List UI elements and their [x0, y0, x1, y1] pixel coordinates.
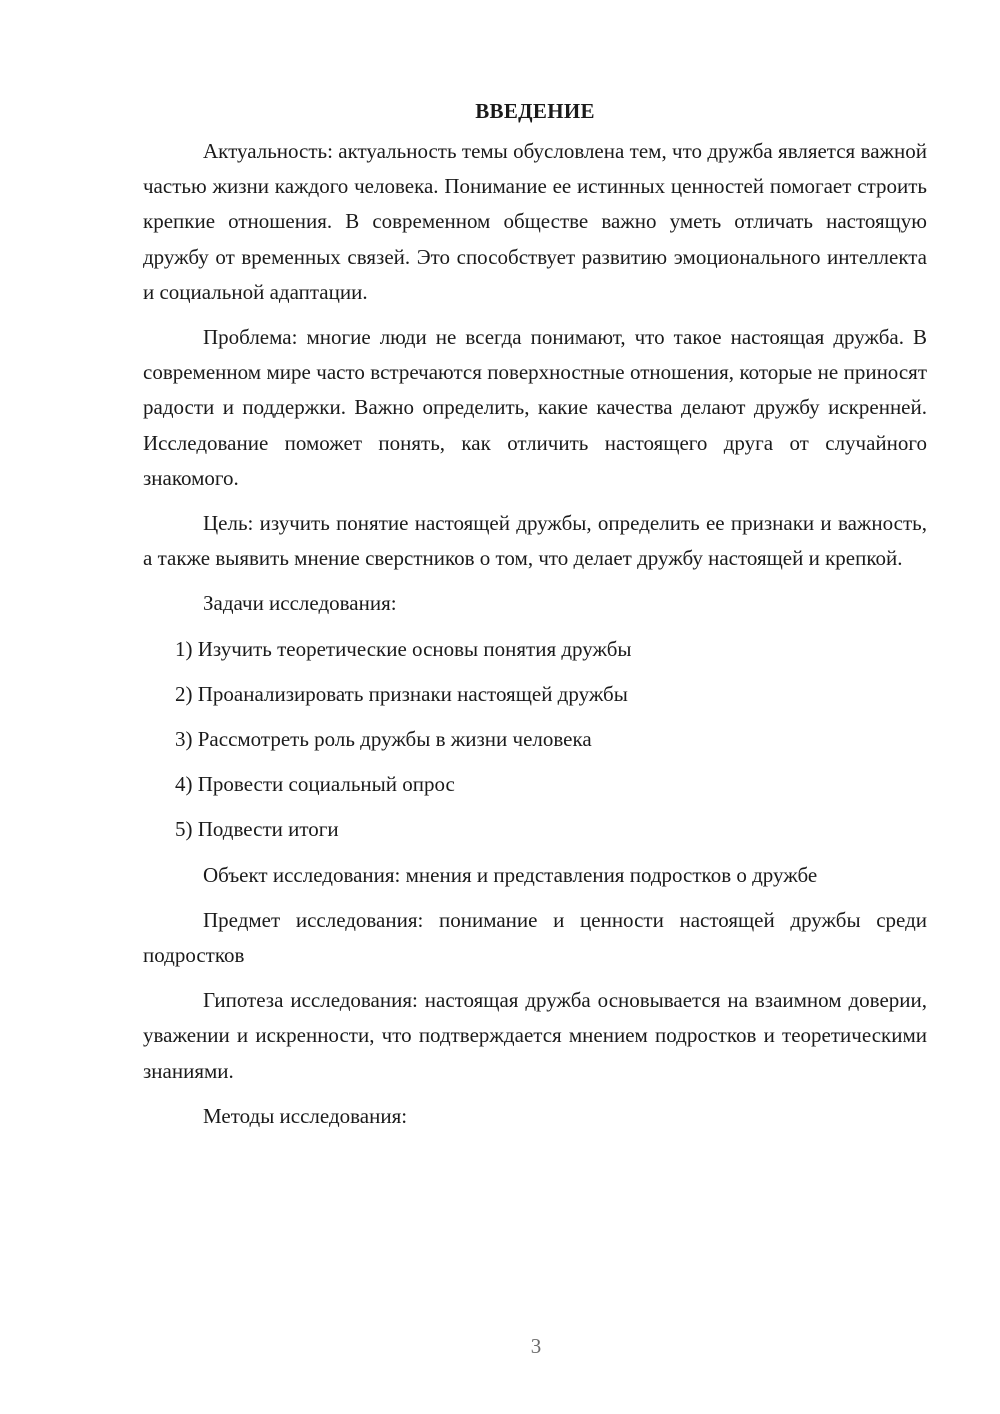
paragraph-hypothesis: Гипотеза исследования: настоящая дружба основывается на взаимном доверии, уважении и искренности, что подтверждается мнением подростков и теоретическими знаниями. [143, 988, 927, 1083]
document-page [143, 96, 927, 1144]
list-item: 1) Изучить теоретические основы понятия дружбы [175, 636, 632, 661]
tasks-heading: Задачи исследования: [203, 591, 397, 616]
list-item: 3) Рассмотреть роль дружбы в жизни человека [175, 727, 592, 752]
list-item: 4) Провести социальный опрос [175, 772, 455, 797]
list-item: 2) Проанализировать признаки настоящей дружбы [175, 681, 628, 706]
methods-heading: Методы исследования: [203, 1103, 408, 1128]
paragraph-problem: Проблема: многие люди не всегда понимают, что такое настоящая дружба. В современном мире часто встречаются поверхностные отношения, которые не приносят радости и поддержки. Важно определить, какие качества делают дружбу искренней. Исследование поможет понять, как отличить настоящего друга от случайного знакомого. [143, 325, 927, 490]
paragraph-relevance: Актуальность: актуальность темы обусловлена тем, что дружба является важной частью жизни каждого человека. Понимание ее истинных ценностей помогает строить крепкие отношения. В современном обществе важно уметь отличать настоящую дружбу от временных связей. Это способствует развитию эмоционального интеллекта и социальной адаптации. [143, 139, 927, 304]
page-title: ВВЕДЕНИЕ [475, 99, 595, 123]
paragraph-subject: Предмет исследования: понимание и ценности настоящей дружбы среди подростков [143, 907, 927, 968]
tasks-list [143, 632, 927, 848]
page-number: 3 [530, 1334, 542, 1358]
list-item: 5) Подвести итоги [175, 817, 339, 842]
paragraph-goal: Цель: изучить понятие настоящей дружбы, определить ее признаки и важность, а также выявить мнение сверстников о том, что делает дружбу настоящей и крепкой. [143, 511, 927, 571]
paragraph-object: Объект исследования: мнения и представления подростков о дружбе [203, 862, 818, 887]
